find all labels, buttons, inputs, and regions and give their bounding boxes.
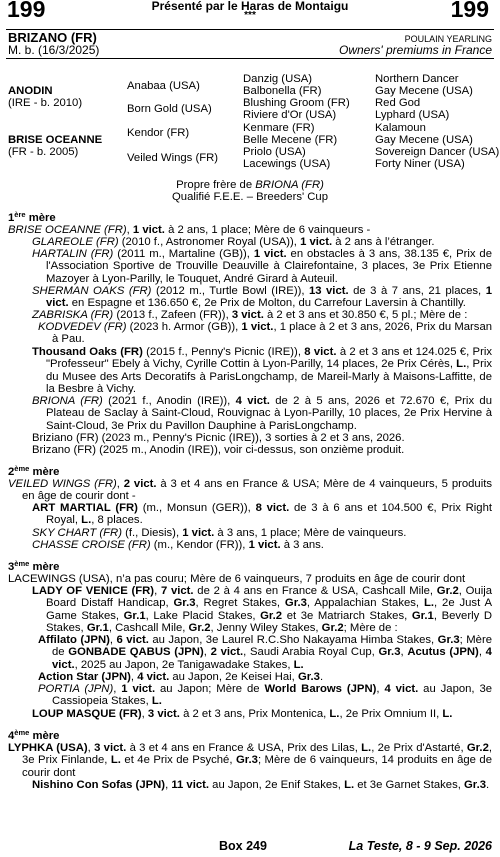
pedigree-gen3: Blushing Groom (FR) (243, 97, 350, 109)
pedigree-gen3: Balbonella (FR) (243, 85, 322, 97)
pedigree-gen3: Priolo (USA) (243, 146, 306, 158)
section-title-2: 2ème mère (8, 464, 60, 478)
section-title-4: 4ème mère (8, 728, 60, 742)
produce-entry: Action Star (JPN), 4 vict. au Japon, 2e Keisei Hai, Gr.3. (38, 671, 324, 683)
produce-entry: CHASSE CROISE (FR) (m., Kendor (FR)), 1 vict. à 3 ans. (32, 539, 324, 551)
pedigree-gen4: Lyphard (USA) (375, 109, 450, 121)
presenter-stars: *** (244, 10, 256, 21)
produce-entry: Nishino Con Sofas (JPN), 11 vict. au Japon, 2e Enif Stakes, L. et 3e Garnet Stakes, Gr.3. (32, 779, 490, 791)
produce-entry: ART MARTIAL (FR) (m., Monsun (GER)), 8 vict. de 3 à 6 ans et 104.500 €, Prix Right Royal, L., 8 places. (32, 502, 492, 527)
produce-entry: SHERMAN OAKS (FR) (2012 m., Turtle Bowl (IRE)), 13 vict. de 3 à 7 ans, 21 places, 1 vict. en Espagne et 136.650 €, 2e Prix de Molton, du Carrefour Laversin à Chantilly. (32, 285, 492, 310)
pedigree-gen2: Kendor (FR) (127, 127, 190, 139)
pedigree-gen3: Belle Mecene (FR) (243, 134, 338, 146)
produce-entry: GLAREOLE (FR) (2010 f., Astronomer Royal (USA)), 1 vict. à 2 ans à l’étranger. (32, 236, 435, 248)
pedigree-sire-info: (IRE - b. 2010) (8, 97, 83, 109)
produce-entry: Thousand Oaks (FR) (2015 f., Penny's Picnic (IRE)), 8 vict. à 2 et 3 ans et 124.025 €, Prix "Professeur" Ebely à Vichy, Cyrille Cottin à Lyon-Parilly, 14 places, 2e Prix Cérès, L., Prix du Musee des Arts Decoratifs à ParisLongchamp, de Mareil-Marly à Maisons-Laffitte, de la Besbre à Vichy. (32, 346, 493, 395)
produce-entry: BRIONA (FR) (2021 f., Anodin (IRE)), 4 vict. de 2 à 5 ans, 2026 et 72.670 €, Prix du Plateau de Saclay à Saint-Cloud, Rouvignac à Lyon-Parilly, 10 places, 2e Prix Hervine à Saint-Cloud, 3e Prix du Pavillon Dauphine à ParisLongchamp. (32, 395, 492, 432)
produce-entry: PORTIA (JPN), 1 vict. au Japon; Mère de World Barows (JPN), 4 vict. au Japon, 3e Cassiopeia Stakes, L. (38, 683, 493, 708)
pedigree-gen3: Lacewings (USA) (243, 158, 331, 170)
produce-entry: HARTALIN (FR) (2011 m., Martaline (GB)), 1 vict. en obstacles à 3 ans, 38.135 €, Prix de l'Association Sportive de Trouville Deauville à Clairefontaine, 3 places, 3e Prix Etienne Mazoyer à Lyon-Parilly, le Touquet, André Girard à Auteuil. (32, 248, 493, 285)
produce-entry: LADY OF VENICE (FR), 7 vict. de 2 à 4 ans en France & USA, Cashcall Mile, Gr.2, Ouija Board Distaff Handicap, Gr.3, Regret Stakes, Gr.3, Appalachian Stakes, L., 2e Just A Game Stakes, Gr.1, Lake Placid Stakes, Gr.2 et 3e Matriarch Stakes, Gr.1, Beverly D Stakes, Gr.1, Cashcall Mile, Gr.2, Jenny Wiley Stakes, Gr.2; Mère de : (32, 585, 493, 634)
horse-info: M. b. (16/3/2025) (8, 43, 100, 57)
dam-2-paragraph: VEILED WINGS (FR), 2 vict. à 3 et 4 ans en France & USA; Mère de 4 vainqueurs, 5 produits en âge de courir dont - (8, 478, 493, 503)
produce-entry: Brizano (FR) (2025 m., Anodin (IRE)), voir ci-dessus, son onzième produit. (32, 444, 405, 456)
pedigree-gen4: Northern Dancer (375, 73, 459, 85)
box-number: Box 249 (219, 839, 267, 853)
dam-3-paragraph: LACEWINGS (USA), n’a pas couru; Mère de 6 vainqueurs, 7 produits en âge de courir dont (8, 573, 466, 585)
pedigree-gen4: Forty Niner (USA) (375, 158, 465, 170)
qualification-note: Qualifié F.E.E. – Breeders' Cup (172, 191, 328, 203)
pedigree-gen4: Gay Mecene (USA) (375, 85, 473, 97)
pedigree-gen3: Kenmare (FR) (243, 122, 315, 134)
pedigree-gen2: Born Gold (USA) (127, 103, 212, 115)
produce-entry: SKY CHART (FR) (f., Diesis), 1 vict. à 3 ans, 1 place; Mère de vainqueurs. (32, 527, 407, 539)
pedigree-gen3: Danzig (USA) (243, 73, 313, 85)
dam-4-paragraph: LYPHKA (USA), 3 vict. à 3 et 4 ans en France & USA, Prix des Lilas, L., 2e Prix d'Astarté, Gr.2, 3e Prix Finlande, L. et 4e Prix de Psyché, Gr.3; Mère de 6 vainqueurs, 14 produits en âge de courir dont (8, 742, 492, 779)
dam-1-paragraph: BRISE OCEANNE (FR), 1 vict. à 2 ans, 1 place; Mère de 6 vainqueurs - (8, 224, 371, 236)
pedigree-gen3: Riviere d'Or (USA) (243, 109, 337, 121)
pedigree-gen4: Gay Mecene (USA) (375, 134, 473, 146)
pedigree-gen2: Veiled Wings (FR) (127, 152, 219, 164)
pedigree-gen2: Anabaa (USA) (127, 80, 200, 92)
pedigree-gen4: Red God (375, 97, 421, 109)
pedigree-dam-info: (FR - b. 2005) (8, 146, 79, 158)
produce-entry: Affilato (JPN), 6 vict. au Japon, 3e Laurel R.C.Sho Nakayama Himba Stakes, Gr.3; Mère de GONBADE QABUS (JPN), 2 vict., Saudi Arabia Royal Cup, Gr.3, Acutus (JPN), 4 vict., 2025 au Japon, 2e Tanigawadake Stakes, L. (38, 634, 493, 671)
horse-rule (6, 58, 494, 59)
produce-entry: LOUP MASQUE (FR), 3 vict. à 2 et 3 ans, Prix Montenica, L., 2e Prix Omnium II, L. (32, 708, 453, 720)
horse-name: BRIZANO (FR) (8, 30, 97, 45)
horse-category: POULAIN YEARLING (404, 34, 492, 44)
produce-entry: ZABRISKA (FR) (2013 f., Zafeen (FR)), 3 vict. à 2 et 3 ans et 30.850 €, 5 pl.; Mère de : (32, 309, 468, 321)
produce-entry: Briziano (FR) (2023 m., Penny's Picnic (IRE)), 3 sorties à 2 et 3 ans, 2026. (32, 432, 405, 444)
sale-info: La Teste, 8 - 9 Sep. 2026 (348, 839, 492, 853)
section-title-1: 1ère mère (8, 210, 56, 224)
section-title-3: 3ème mère (8, 559, 60, 573)
pedigree-dam-name: BRISE OCEANNE (8, 134, 103, 146)
sibling-note: Propre frère de BRIONA (FR) (176, 179, 324, 191)
premium-note: Owners' premiums in France (339, 43, 492, 57)
lot-number-right: 199 (450, 0, 489, 22)
pedigree-gen4: Sovereign Dancer (USA) (375, 146, 500, 158)
pedigree-sire-name: ANODIN (8, 85, 53, 97)
presenter-line: Présenté par le Haras de Montaigu (151, 0, 349, 13)
lot-number-left: 199 (7, 0, 46, 22)
pedigree-gen4: Kalamoun (375, 122, 426, 134)
produce-entry: KODVEDEV (FR) (2023 h. Armor (GB)), 1 vict., 1 place à 2 et 3 ans, 2026, Prix du Marsan à Pau. (38, 321, 493, 346)
